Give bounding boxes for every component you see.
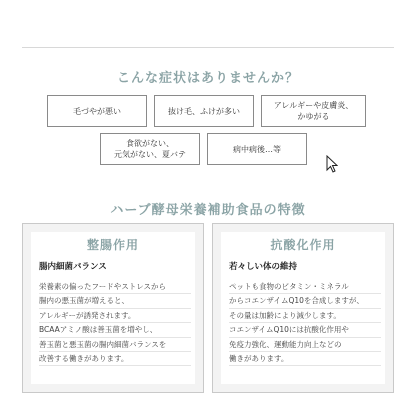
feature-card-antioxidant	[212, 223, 394, 393]
symptom-box	[154, 95, 254, 127]
feature-card-body	[229, 280, 381, 366]
feature-card-panel	[31, 232, 195, 384]
symptom-text: アレルギーや皮膚炎、 かゆがる	[273, 101, 354, 121]
feature-card-title: 整腸作用	[86, 238, 139, 252]
feature-line: ペットも食物のビタミン・ミネラル	[229, 280, 381, 294]
mouse-pointer-icon	[326, 155, 338, 173]
symptom-box	[100, 133, 200, 165]
feature-line: 腸内の悪玉菌が増えると、	[39, 294, 191, 308]
symptoms-heading: こんな症状はありませんか？	[116, 71, 299, 86]
feature-card-intestinal	[22, 223, 204, 393]
symptom-box	[261, 95, 366, 127]
feature-line: 善玉菌と悪玉菌の腸内細菌バランスを	[39, 338, 191, 352]
feature-line: 改善する働きがあります。	[39, 352, 191, 366]
symptom-box	[47, 95, 147, 127]
feature-line: からコエンザイムQ10を合成しますが、	[229, 294, 381, 308]
feature-card-body	[39, 280, 191, 366]
feature-card-panel	[221, 232, 385, 384]
feature-line: その量は加齢により減少します。	[229, 309, 381, 323]
feature-line: 働きがあります。	[229, 352, 381, 366]
features-heading: ハーブ酵母栄養補助食品の特徴	[110, 203, 306, 218]
feature-line: 免疫力強化、運動能力向上などの	[229, 338, 381, 352]
symptom-text: 毛づやが悪い	[73, 106, 121, 116]
feature-line: アレルギーが誘発されます。	[39, 309, 191, 323]
symptom-box	[207, 133, 307, 165]
feature-line: BCAAアミノ酸は善玉菌を増やし、	[39, 323, 191, 337]
symptom-text: 病中病後…等	[233, 144, 281, 154]
feature-line: コエンザイムQ10には抗酸化作用や	[229, 323, 381, 337]
top-divider	[22, 47, 394, 48]
feature-card-title: 抗酸化作用	[270, 238, 336, 252]
feature-card-subtitle: 腸内細菌バランス	[39, 262, 107, 272]
symptom-text: 食欲がない、 元気がない、夏バテ	[114, 139, 186, 159]
feature-line: 栄養素の偏ったフードやストレスから	[39, 280, 191, 294]
feature-card-subtitle: 若々しい体の維持	[229, 262, 298, 272]
symptom-text: 抜け毛、ふけが多い	[168, 106, 240, 116]
